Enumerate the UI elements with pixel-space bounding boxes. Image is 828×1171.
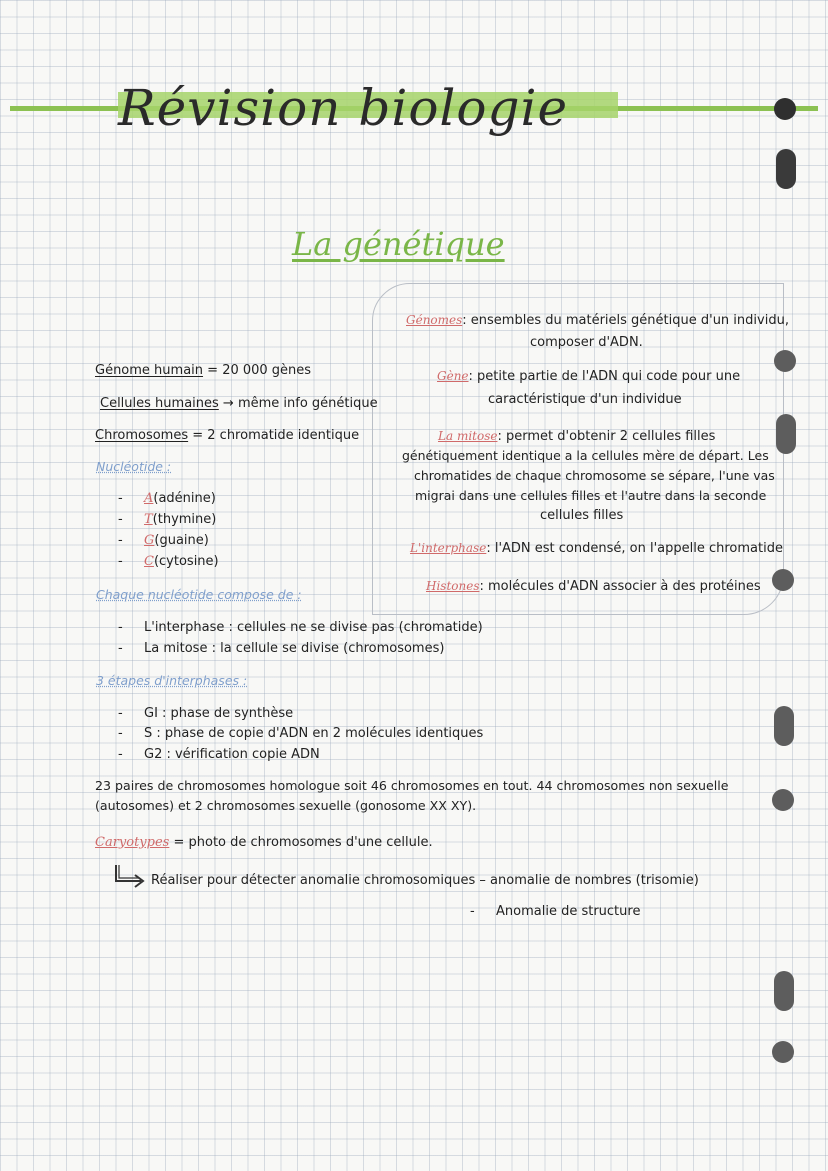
def-interphase-text: : l'ADN est condensé, on l'appelle chromatide [486, 541, 783, 556]
caryotype-sub2: Anomalie de structure [496, 904, 641, 919]
binder-hole-dot [774, 350, 796, 372]
bullet: - [118, 641, 123, 656]
def-mitose-term: La mitose [438, 429, 498, 443]
binder-hole-dot [774, 98, 796, 120]
binder-hole-dot [772, 1041, 794, 1063]
nucleotide-letter: A [144, 491, 154, 506]
def-histones-text: : molécules d'ADN associer à des protéines [479, 579, 761, 594]
bullet: - [118, 491, 123, 506]
list-item [118, 705, 293, 723]
list-item [118, 725, 483, 743]
pairs-line1: 23 paires de chromosomes homologue soit 46 chromosomes en tout. 44 chromosomes non sexuelle [95, 778, 729, 793]
caryotype-line [95, 834, 433, 852]
bullet: - [118, 554, 123, 569]
list-item-text: GI : phase de synthèse [144, 706, 294, 721]
list-item-text: La mitose : la cellule se divise (chromosomes) [144, 641, 445, 656]
nucleotide-heading: Nucléotide : [96, 459, 172, 474]
nucleotide-letter: T [144, 512, 153, 527]
def-gene-text: : petite partie de l'ADN qui code pour une [468, 369, 741, 384]
return-arrow-icon [113, 863, 149, 889]
binder-hole-slot [774, 971, 794, 1011]
nucleotide-name: (thymine) [152, 512, 217, 527]
bullet: - [118, 726, 123, 741]
caryotype-term: Caryotypes [95, 835, 170, 850]
list-item-text: G2 : vérification copie ADN [144, 747, 320, 762]
binder-hole-slot [774, 706, 794, 746]
def-genomes-term: Génomes [406, 313, 463, 327]
def-genomes-text: : ensembles du matériels génétique d'un individu, [462, 313, 789, 328]
def-genomes-line1 [406, 311, 789, 330]
def-mitose-line1 [438, 427, 715, 446]
list-item [118, 511, 216, 529]
caryotype-sub2-row [470, 903, 640, 921]
def-mitose-line2: génétiquement identique a la cellules mère de départ. Les [402, 448, 769, 463]
nucleotide-name: (adénine) [153, 491, 216, 506]
def-gene-term: Gène [437, 369, 469, 383]
stages-heading: 3 étapes d'interphases : [96, 673, 248, 688]
def-histones-term: Histones [426, 579, 480, 593]
bullet: - [470, 904, 475, 919]
fact-genome-value: = 20 000 gènes [203, 363, 312, 378]
binder-hole-slot [776, 149, 796, 189]
list-item [118, 490, 216, 508]
pairs-line2: (autosomes) et 2 chromosomes sexuelle (gonosome XX XY). [95, 798, 477, 813]
bullet: - [118, 706, 123, 721]
list-item-text: L'interphase : cellules ne se divise pas (chromatide) [144, 620, 483, 635]
caryotype-sub1: Réaliser pour détecter anomalie chromosomiques – anomalie de nombres (trisomie) [151, 873, 699, 888]
list-item-text: S : phase de copie d'ADN en 2 molécules identiques [144, 726, 484, 741]
bullet: - [118, 620, 123, 635]
caryotype-text: = photo de chromosomes d'une cellule. [169, 835, 433, 850]
list-item [118, 640, 444, 658]
fact-genome [95, 362, 311, 380]
list-item [118, 746, 320, 764]
def-genomes-line2: composer d'ADN. [530, 335, 643, 350]
page-title: Révision biologie [118, 79, 569, 137]
def-gene-line1 [437, 367, 740, 386]
nucleotide-letter: G [144, 533, 155, 548]
nucleotide-name: (cytosine) [153, 554, 219, 569]
def-mitose-text: : permet d'obtenir 2 cellules filles [497, 429, 716, 444]
def-interphase-line [410, 539, 783, 558]
list-item [118, 532, 209, 550]
def-gene-line2: caractéristique d'un individue [488, 392, 682, 407]
def-mitose-line3: chromatides de chaque chromosome se sépare, l'une vas [414, 468, 775, 483]
fact-cells [100, 395, 378, 413]
nucleotide-letter: C [144, 554, 154, 569]
def-interphase-term: L'interphase [410, 541, 487, 555]
bullet: - [118, 533, 123, 548]
fact-chromosomes [95, 427, 359, 445]
def-mitose-line4: migrai dans une cellules filles et l'autre dans la seconde [415, 488, 767, 503]
binder-hole-slot [776, 414, 796, 454]
bullet: - [118, 512, 123, 527]
composition-heading: Chaque nucléotide compose de : [96, 587, 302, 602]
fact-genome-term: Génome humain [95, 363, 204, 378]
fact-chromosomes-value: = 2 chromatide identique [188, 428, 360, 443]
section-title: La génétique [292, 225, 505, 263]
binder-hole-dot [772, 789, 794, 811]
bullet: - [118, 747, 123, 762]
def-histones-line [426, 577, 761, 596]
def-mitose-line5: cellules filles [540, 508, 624, 523]
list-item [118, 553, 219, 571]
fact-cells-value: → même info génétique [218, 396, 378, 411]
nucleotide-name: (guaine) [154, 533, 209, 548]
binder-hole-dot [772, 569, 794, 591]
list-item [118, 619, 483, 637]
fact-cells-term: Cellules humaines [100, 396, 219, 411]
fact-chromosomes-term: Chromosomes [95, 428, 189, 443]
